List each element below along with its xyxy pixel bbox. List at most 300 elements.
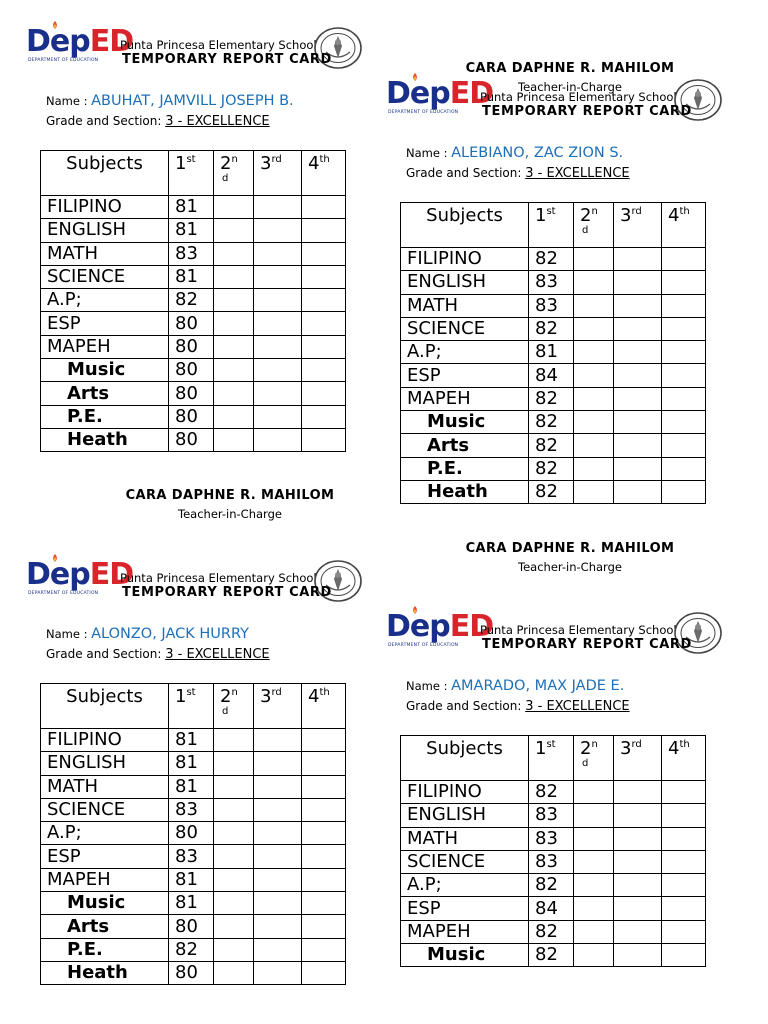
q1-suffix: st [186, 154, 196, 165]
school-name: Punta Princesa Elementary School [120, 38, 317, 52]
q4-suffix: th [679, 206, 690, 217]
q2-suffix-tail: d [222, 706, 229, 717]
grade-q4 [302, 752, 346, 775]
grade-q4 [302, 775, 346, 798]
grade-q3 [614, 248, 662, 271]
subject-row [401, 294, 706, 317]
q1-num: 1 [175, 686, 187, 707]
grade-q1: 83 [529, 804, 574, 827]
grade-q4 [662, 411, 706, 434]
subject-row [41, 798, 346, 821]
student-name: AMARADO, MAX JADE E. [451, 678, 625, 694]
subject-name: ESP [401, 364, 529, 387]
teacher-name: CARA DAPHNE R. MAHILOM [125, 488, 335, 503]
grade-q3 [254, 289, 302, 312]
grade-q2 [574, 897, 614, 920]
grade-q3 [254, 868, 302, 891]
quarter-4-header [662, 203, 706, 248]
quarter-3-header [254, 684, 302, 729]
q3-suffix: rd [271, 687, 282, 698]
subject-row [41, 822, 346, 845]
quarter-2-header [574, 203, 614, 248]
logo-subtext: DEPARTMENT OF EDUCATION [28, 58, 99, 63]
grade-q3 [254, 915, 302, 938]
grade-q4 [662, 944, 706, 967]
grade-q4 [302, 798, 346, 821]
logo-text-ed: ED [449, 609, 494, 644]
grade-q3 [614, 874, 662, 897]
grade-q1: 82 [529, 411, 574, 434]
grade-q2 [574, 480, 614, 503]
grade-q1: 80 [169, 915, 214, 938]
grade-section-label: Grade and Section: [406, 166, 526, 180]
card-header [26, 553, 366, 603]
subject-name: ENGLISH [41, 752, 169, 775]
subject-name: Heath [41, 961, 169, 984]
subject-name: ESP [401, 897, 529, 920]
subject-name: Music [41, 892, 169, 915]
grade-q2 [574, 804, 614, 827]
grade-q1: 82 [529, 920, 574, 943]
subject-row [41, 775, 346, 798]
grades-header-row [401, 203, 706, 248]
subject-row [41, 845, 346, 868]
grade-q1: 82 [529, 457, 574, 480]
subject-row [401, 944, 706, 967]
grade-q3 [254, 798, 302, 821]
quarter-3-header [614, 203, 662, 248]
grade-q1: 83 [529, 850, 574, 873]
grade-q3 [254, 938, 302, 961]
grade-q2 [574, 411, 614, 434]
grade-q3 [254, 242, 302, 265]
teacher-role: Teacher-in-Charge [518, 560, 622, 574]
subject-name: Heath [41, 428, 169, 451]
subject-name: ENGLISH [401, 804, 529, 827]
deped-logo [386, 607, 494, 651]
grade-q2 [214, 775, 254, 798]
grade-q2 [214, 312, 254, 335]
grades-table [40, 150, 346, 452]
q1-num: 1 [175, 153, 187, 174]
subject-name: P.E. [41, 405, 169, 428]
student-name-line [406, 675, 624, 694]
grades-table [40, 683, 346, 985]
grade-q4 [662, 897, 706, 920]
student-name-line [46, 623, 249, 642]
q4-suffix: th [319, 687, 330, 698]
grades-table [400, 202, 706, 504]
grade-q4 [302, 729, 346, 752]
grade-section-line [406, 166, 630, 181]
subject-row [41, 335, 346, 358]
grade-q4 [302, 938, 346, 961]
grade-q4 [302, 196, 346, 219]
quarter-1-header [169, 684, 214, 729]
grade-q2 [214, 752, 254, 775]
quarter-4-header [302, 684, 346, 729]
subject-name: A.P; [41, 289, 169, 312]
subjects-header: Subjects [401, 203, 529, 248]
grade-q3 [254, 428, 302, 451]
grade-q3 [254, 219, 302, 242]
grade-q1: 81 [169, 729, 214, 752]
grade-q1: 84 [529, 364, 574, 387]
grade-q3 [254, 775, 302, 798]
grade-q2 [574, 271, 614, 294]
school-name: Punta Princesa Elementary School [120, 571, 317, 585]
grade-q2 [574, 294, 614, 317]
grade-q4 [302, 359, 346, 382]
quarter-2-header [214, 151, 254, 196]
grade-q1: 82 [529, 944, 574, 967]
grade-q3 [254, 729, 302, 752]
subject-row [41, 242, 346, 265]
q2-suffix-tail: d [222, 173, 229, 184]
subject-row [401, 434, 706, 457]
subject-name: FILIPINO [41, 196, 169, 219]
grade-q4 [302, 312, 346, 335]
q1-num: 1 [535, 205, 547, 226]
grade-q2 [214, 868, 254, 891]
subject-row [401, 781, 706, 804]
report-card-title: TEMPORARY REPORT CARD [122, 52, 332, 67]
logo-text-dep: Dep [26, 557, 90, 592]
grade-q4 [302, 915, 346, 938]
subject-name: SCIENCE [41, 265, 169, 288]
grade-q4 [662, 317, 706, 340]
grade-q3 [254, 196, 302, 219]
grade-section-line [46, 647, 270, 662]
grade-q2 [214, 845, 254, 868]
subject-row [401, 271, 706, 294]
subject-name: A.P; [401, 874, 529, 897]
subject-row [401, 317, 706, 340]
subject-name: ESP [41, 845, 169, 868]
subject-row [401, 874, 706, 897]
grade-q2 [574, 434, 614, 457]
subject-row [41, 729, 346, 752]
grade-q2 [214, 892, 254, 915]
grade-q3 [254, 405, 302, 428]
grade-q3 [254, 335, 302, 358]
grade-q2 [574, 944, 614, 967]
grade-q2 [574, 248, 614, 271]
grade-q2 [214, 359, 254, 382]
grade-q3 [254, 845, 302, 868]
grade-section-line [406, 699, 630, 714]
grade-q1: 82 [529, 434, 574, 457]
name-label: Name : [406, 146, 452, 160]
q3-suffix: rd [271, 154, 282, 165]
signature-block-card1 [80, 488, 380, 521]
grade-q1: 82 [529, 874, 574, 897]
grade-q2 [214, 242, 254, 265]
grade-q1: 83 [169, 845, 214, 868]
name-label: Name : [46, 94, 92, 108]
subject-row [41, 868, 346, 891]
subject-name: FILIPINO [401, 248, 529, 271]
grade-section-label: Grade and Section: [46, 114, 166, 128]
quarter-4-header [662, 736, 706, 781]
grade-q4 [662, 781, 706, 804]
grade-q3 [614, 411, 662, 434]
grade-q4 [662, 457, 706, 480]
subject-name: Music [401, 411, 529, 434]
q1-num: 1 [535, 738, 547, 759]
subject-row [41, 961, 346, 984]
grade-q1: 81 [169, 265, 214, 288]
subject-name: A.P; [41, 822, 169, 845]
grade-q1: 80 [169, 961, 214, 984]
student-name: ABUHAT, JAMVILL JOSEPH B. [91, 93, 294, 109]
grade-q4 [662, 480, 706, 503]
grade-q1: 83 [169, 798, 214, 821]
student-name-line [46, 90, 294, 109]
grade-q3 [614, 364, 662, 387]
teacher-role: Teacher-in-Charge [518, 80, 622, 94]
grade-q4 [302, 405, 346, 428]
grade-q3 [254, 265, 302, 288]
subject-name: MATH [41, 242, 169, 265]
grade-q2 [214, 938, 254, 961]
grade-section-label: Grade and Section: [46, 647, 166, 661]
q4-num: 4 [668, 205, 680, 226]
q4-suffix: th [679, 739, 690, 750]
quarter-2-header [574, 736, 614, 781]
grade-q2 [214, 822, 254, 845]
grade-q1: 81 [529, 341, 574, 364]
subjects-header: Subjects [41, 151, 169, 196]
grade-q4 [302, 822, 346, 845]
grade-q4 [662, 271, 706, 294]
grade-q4 [302, 242, 346, 265]
grade-q1: 80 [169, 335, 214, 358]
q2-suffix: n [591, 206, 598, 217]
subject-row [401, 804, 706, 827]
q4-suffix: th [319, 154, 330, 165]
grade-q1: 81 [169, 868, 214, 891]
grade-q2 [574, 781, 614, 804]
grade-q1: 83 [529, 294, 574, 317]
grade-q2 [214, 428, 254, 451]
grade-q1: 82 [529, 781, 574, 804]
q2-num: 2 [580, 738, 592, 759]
subject-row [401, 248, 706, 271]
subject-name: A.P; [401, 341, 529, 364]
signature-block-card2 [420, 61, 720, 94]
subject-name: SCIENCE [41, 798, 169, 821]
name-label: Name : [406, 679, 452, 693]
subject-name: SCIENCE [401, 317, 529, 340]
q3-suffix: rd [631, 739, 642, 750]
subject-row [401, 920, 706, 943]
report-card-title: TEMPORARY REPORT CARD [122, 585, 332, 600]
subject-name: MAPEH [401, 387, 529, 410]
logo-subtext: DEPARTMENT OF EDUCATION [28, 591, 99, 596]
q1-suffix: st [546, 206, 556, 217]
subject-name: ESP [41, 312, 169, 335]
grade-q1: 82 [529, 480, 574, 503]
grade-q2 [574, 364, 614, 387]
subject-row [401, 457, 706, 480]
q4-num: 4 [668, 738, 680, 759]
quarter-4-header [302, 151, 346, 196]
logo-subtext: DEPARTMENT OF EDUCATION [388, 110, 459, 115]
grade-q3 [614, 850, 662, 873]
q2-num: 2 [220, 686, 232, 707]
quarter-1-header [529, 736, 574, 781]
school-name: Punta Princesa Elementary School [480, 90, 677, 104]
grade-q4 [662, 804, 706, 827]
grade-q2 [574, 317, 614, 340]
teacher-role: Teacher-in-Charge [178, 507, 282, 521]
subject-name: Heath [401, 480, 529, 503]
subject-name: ENGLISH [401, 271, 529, 294]
q3-num: 3 [260, 153, 272, 174]
q2-num: 2 [580, 205, 592, 226]
grade-q4 [302, 868, 346, 891]
grade-q3 [614, 457, 662, 480]
grade-q3 [614, 804, 662, 827]
student-name-line [406, 142, 623, 161]
logo-text-dep: Dep [386, 609, 450, 644]
grade-q3 [614, 827, 662, 850]
grade-q4 [302, 428, 346, 451]
subject-row [401, 411, 706, 434]
subject-name: ENGLISH [41, 219, 169, 242]
q2-suffix: n [231, 154, 238, 165]
grade-q1: 80 [169, 405, 214, 428]
subject-name: FILIPINO [401, 781, 529, 804]
report-card-title: TEMPORARY REPORT CARD [482, 637, 692, 652]
subject-row [41, 752, 346, 775]
name-label: Name : [46, 627, 92, 641]
grade-q3 [614, 341, 662, 364]
subject-row [41, 938, 346, 961]
grade-q2 [574, 341, 614, 364]
grade-q4 [302, 265, 346, 288]
quarter-1-header [529, 203, 574, 248]
grade-q3 [254, 892, 302, 915]
grade-q1: 83 [529, 271, 574, 294]
subject-row [41, 428, 346, 451]
subject-row [41, 265, 346, 288]
quarter-2-header [214, 684, 254, 729]
grade-q3 [614, 387, 662, 410]
subject-name: P.E. [41, 938, 169, 961]
grade-q1: 80 [169, 359, 214, 382]
teacher-name: CARA DAPHNE R. MAHILOM [465, 61, 675, 76]
grade-section-value: 3 - EXCELLENCE [525, 699, 630, 714]
grade-section-label: Grade and Section: [406, 699, 526, 713]
grade-q2 [574, 827, 614, 850]
grade-q3 [614, 294, 662, 317]
subject-name: MATH [41, 775, 169, 798]
deped-logo [26, 22, 134, 66]
grade-q2 [574, 920, 614, 943]
grade-q3 [614, 480, 662, 503]
subject-name: P.E. [401, 457, 529, 480]
grade-q4 [662, 248, 706, 271]
grade-q1: 81 [169, 775, 214, 798]
grade-q2 [214, 335, 254, 358]
grade-q4 [302, 961, 346, 984]
grade-q2 [574, 874, 614, 897]
grade-q3 [614, 317, 662, 340]
grade-q2 [214, 961, 254, 984]
grade-q2 [214, 265, 254, 288]
grade-q3 [254, 752, 302, 775]
grade-q3 [254, 822, 302, 845]
grade-q1: 80 [169, 312, 214, 335]
grade-section-value: 3 - EXCELLENCE [165, 647, 270, 662]
grade-q3 [614, 920, 662, 943]
grade-q1: 81 [169, 196, 214, 219]
deped-logo [26, 555, 134, 599]
subject-row [41, 219, 346, 242]
subject-row [41, 312, 346, 335]
subject-name: SCIENCE [401, 850, 529, 873]
grade-q3 [614, 781, 662, 804]
subject-row [41, 382, 346, 405]
grade-q1: 84 [529, 897, 574, 920]
teacher-name: CARA DAPHNE R. MAHILOM [465, 541, 675, 556]
subjects-header: Subjects [401, 736, 529, 781]
subject-name: MAPEH [41, 335, 169, 358]
grade-q4 [662, 874, 706, 897]
grade-q2 [214, 405, 254, 428]
subject-name: MATH [401, 827, 529, 850]
grade-q1: 83 [169, 242, 214, 265]
grade-q4 [662, 850, 706, 873]
subject-row [401, 364, 706, 387]
quarter-3-header [254, 151, 302, 196]
grade-q4 [662, 827, 706, 850]
q1-suffix: st [186, 687, 196, 698]
grade-q2 [214, 915, 254, 938]
subject-row [401, 827, 706, 850]
q2-num: 2 [220, 153, 232, 174]
grade-q2 [214, 196, 254, 219]
logo-text-dep: Dep [26, 24, 90, 59]
grade-q3 [614, 271, 662, 294]
subject-row [401, 850, 706, 873]
grade-q4 [302, 892, 346, 915]
grade-section-line [46, 114, 270, 129]
subject-row [401, 897, 706, 920]
grade-q2 [214, 729, 254, 752]
student-name: ALEBIANO, ZAC ZION S. [451, 145, 624, 161]
logo-text-ed: ED [89, 557, 134, 592]
grade-q1: 82 [169, 289, 214, 312]
grade-q2 [574, 850, 614, 873]
grade-section-value: 3 - EXCELLENCE [525, 166, 630, 181]
subject-row [401, 387, 706, 410]
q3-num: 3 [260, 686, 272, 707]
grade-q4 [662, 294, 706, 317]
subject-row [401, 341, 706, 364]
q3-num: 3 [620, 205, 632, 226]
subject-row [401, 480, 706, 503]
subject-name: Music [401, 944, 529, 967]
logo-subtext: DEPARTMENT OF EDUCATION [388, 643, 459, 648]
grade-q1: 82 [529, 248, 574, 271]
subject-name: Arts [401, 434, 529, 457]
grades-header-row [41, 151, 346, 196]
school-name: Punta Princesa Elementary School [480, 623, 677, 637]
grade-q4 [662, 387, 706, 410]
